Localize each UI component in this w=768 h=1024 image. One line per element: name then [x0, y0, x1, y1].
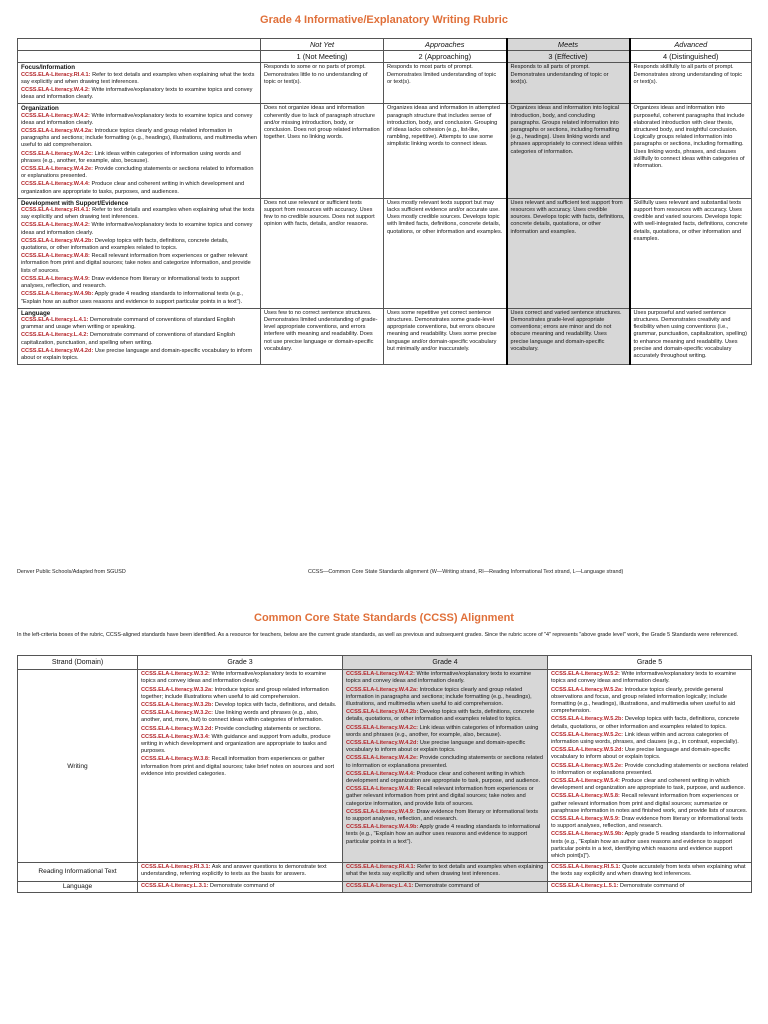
standard-code: CCSS.ELA-Literacy.W.4.4:	[21, 181, 90, 188]
standard-code: CCSS.ELA-Literacy.RI.3.1:	[141, 864, 211, 871]
ccss-title: Common Core State Standards (CCSS) Alignment	[254, 612, 514, 624]
standard-entry	[551, 793, 748, 815]
standard-code: CCSS.ELA-Literacy.W.4.2:	[346, 671, 415, 678]
standard-entry	[21, 238, 257, 252]
standard-text: Introduce topics clearly and group related information in paragraphs and sections; include formatting (e.g., headings), illustrations, and multimedia when useful to aid comprehension.	[346, 686, 532, 708]
standard-entry	[346, 883, 544, 890]
standard-code: CCSS.ELA-Literacy.W.4.9b:	[21, 291, 94, 298]
strand-name: Reading Informational Text	[18, 863, 138, 881]
level-label: 2 (Approaching)	[384, 51, 507, 63]
standard-entry	[346, 771, 544, 785]
standard-text: Demonstrate command of conventions of standard English grammar and usage when writing or speaking.	[21, 316, 236, 331]
ccss-table	[17, 655, 752, 893]
standard-code: CCSS.ELA-Literacy.W.5.9b:	[551, 831, 624, 838]
standard-entry	[551, 763, 748, 777]
ccss-cell-g4	[343, 670, 548, 863]
footer-alignment-note: CCSS—Common Core State Standards alignment (W—Writing strand, RI—Reading Informational Text strand, L—Language strand)	[308, 569, 624, 575]
standard-text: Draw evidence from literary or informational texts to support analyses, reflection, and research.	[551, 816, 744, 830]
standard-text: Refer to text details and examples when explaining what the texts say explicitly and when drawing text inferences.	[346, 864, 544, 878]
rubric-cell: Uses purposeful and varied sentence structures. Demonstrates creativity and flexibility when using conventions (i.e., grammar, punctuation, capitalization, spelling) to enhance meaning and readability. Uses precise and domain-specific vocabulary accurately throughout writing.	[630, 308, 752, 364]
standard-text: Produce clear and coherent writing in which development and organization are appropriate to task, purpose, and audience.	[346, 770, 541, 785]
standard-text: Develop topics with facts, definitions, and details.	[213, 702, 337, 709]
standard-text: Write informative/explanatory texts to examine topics and convey ideas and information clearly.	[141, 671, 327, 685]
standard-entry	[346, 740, 544, 754]
standard-text: Develop topics with facts, definitions, concrete details, quotations, or other information and examples related to topics.	[551, 716, 740, 730]
standard-text: Write informative/explanatory texts to examine topics and convey ideas and information clearly.	[21, 87, 253, 101]
ccss-header: Grade 4	[343, 656, 548, 670]
standard-text: Demonstrate command of	[618, 882, 685, 889]
standard-code: CCSS.ELA-Literacy.W.4.2e:	[21, 166, 94, 173]
standard-code: CCSS.ELA-Literacy.W.4.2c:	[21, 150, 94, 157]
standard-code: CCSS.ELA-Literacy.RI.4.1:	[21, 71, 91, 78]
standard-entry	[141, 710, 339, 724]
standard-entry	[346, 786, 544, 808]
rubric-cell: Uses correct and varied sentence structures. Demonstrates grade-level appropriate conventions; errors are minor and do not obscure meaning and readability. Uses precise language and domain-specific vocabulary.	[507, 308, 630, 364]
standard-text: Quote accurately from texts when explaining what the texts say explicitly and when drawing text inferences.	[551, 864, 746, 878]
standard-text: Apply grade 4 reading standards to informational texts (e.g., "Explain how an author uses reasons and evidence to support particular points in a text").	[346, 824, 541, 845]
standard-code: CCSS.ELA-Literacy.W.4.2b:	[21, 237, 94, 244]
rubric-cell: Does not use relevant or sufficient texts support from resources with accuracy. Uses few to no credible sources. Does not support opinion with facts, details, and/or reasons.	[261, 198, 384, 308]
standard-code: CCSS.ELA-Literacy.W.5.9:	[551, 816, 620, 823]
ccss-header: Grade 5	[548, 656, 752, 670]
standard-entry	[21, 87, 257, 101]
standard-entry	[551, 747, 748, 761]
strand-name: Writing	[18, 670, 138, 863]
standard-text: Provide concluding statements or sections related to information or explanations presented.	[551, 762, 749, 776]
rubric-cell: Uses some repetitive yet correct sentence structures. Demonstrates some grade-level appropriate conventions, but errors obscure meaning and readability. Uses some precise language and/or domain-specific vocabulary but minimally and/or inaccurately.	[384, 308, 507, 364]
standard-code: CCSS.ELA-Literacy.W.5.2:	[551, 671, 620, 678]
standard-text: Recall information from experiences or gather information from print and digital sources; take brief notes on sources and sort evidence into provided categories.	[141, 756, 335, 777]
standard-entry	[346, 725, 544, 739]
standard-text: Recall relevant information from experiences or gather relevant information from print and digital sources; summarize or paraphrase information in notes and finished work, and provide lists of sources.	[551, 793, 748, 814]
standard-code: CCSS.ELA-Literacy.L.3.1:	[141, 882, 209, 889]
standard-code: CCSS.ELA-Literacy.L.4.2:	[21, 332, 89, 339]
rubric-cell: Skillfully uses relevant and substantial texts support from resources with accuracy. Uses credible and varied sources. Develops topic with well-integrated facts, definitions, concrete details, quotations, or other information and examples.	[630, 198, 752, 308]
rubric-row	[18, 198, 752, 308]
standard-entry	[21, 332, 257, 346]
standard-entry	[21, 291, 257, 305]
standard-entry	[346, 809, 544, 823]
standard-text: Demonstrate command of	[208, 882, 275, 889]
standard-entry	[21, 166, 257, 180]
rubric-cell: Uses few to no correct sentence structures. Demonstrates limited understanding of grade-level appropriate conventions, and errors interfere with meaning and readability. Does not use precise language or domain-specific vocabulary.	[261, 308, 384, 364]
standard-code: CCSS.ELA-Literacy.W.4.4:	[346, 770, 415, 777]
standard-entry	[141, 864, 339, 878]
standard-code: CCSS.ELA-Literacy.W.4.2:	[21, 222, 90, 229]
standard-text: Link ideas within categories of information using words and phrases (e.g., another, for example, also, because).	[21, 150, 241, 164]
standard-code: CCSS.ELA-Literacy.W.3.2d:	[141, 725, 214, 732]
standard-code: CCSS.ELA-Literacy.W.5.4:	[551, 778, 620, 785]
standard-code: CCSS.ELA-Literacy.W.3.2b:	[141, 702, 214, 709]
ccss-body	[18, 670, 752, 893]
standard-text: Introduce topics and group related information together; include illustrations when useful to aid comprehension.	[141, 686, 329, 700]
standard-code: CCSS.ELA-Literacy.W.4.2:	[21, 112, 90, 119]
standard-code: CCSS.ELA-Literacy.RI.4.1:	[346, 864, 416, 871]
standard-entry	[21, 207, 257, 221]
rubric-cell: Does not organize ideas and information coherently due to lack of paragraph structure and/or missing introduction, body, or conclusion. Does not group related information together. Uses no linking words.	[261, 104, 384, 198]
ccss-cell-g4	[343, 863, 548, 881]
standard-text: Demonstrate command of conventions of standard English capitalization, punctuation, and spelling when writing.	[21, 332, 236, 346]
standard-code: CCSS.ELA-Literacy.W.3.2:	[141, 671, 210, 678]
standard-text: Recall relevant information from experiences or gather relevant information from print and digital sources; take notes and categorize information, and provide lists of sources.	[21, 253, 251, 274]
standard-entry	[551, 671, 748, 685]
footer-source: Denver Public Schools/Adapted from SGUSD	[17, 569, 126, 575]
standard-text: Use precise language and domain-specific vocabulary to inform about or explain topics.	[21, 347, 253, 361]
rubric-cell: Responds to all parts of prompt. Demonstrates understanding of topic or text(s).	[507, 63, 630, 104]
level-label: 1 (Not Meeting)	[261, 51, 384, 63]
standard-entry	[346, 671, 544, 685]
standard-entry	[21, 276, 257, 290]
rubric-corner	[18, 51, 261, 63]
standard-entry	[346, 864, 544, 878]
standard-code: CCSS.ELA-Literacy.W.4.9b:	[346, 824, 419, 831]
standard-code: CCSS.ELA-Literacy.W.3.2c:	[141, 710, 214, 717]
ccss-cell-g4	[343, 881, 548, 892]
rubric-cell: Organizes ideas and information into logical introduction, body, and concluding paragraphs. Groups related information into paragraphs or sections, including formatting (e.g., headings). Uses linking words and phrases appropriately to connect ideas within categories of information.	[507, 104, 630, 198]
level-label: 4 (Distinguished)	[630, 51, 752, 63]
ccss-row	[18, 670, 752, 863]
standard-entry	[141, 726, 339, 733]
standard-code: CCSS.ELA-Literacy.W.3.2a:	[141, 686, 214, 693]
standard-entry	[346, 709, 544, 723]
level-name: Advanced	[630, 39, 752, 51]
standard-entry	[21, 128, 257, 150]
standard-text: Provide concluding statements or sections.	[213, 725, 322, 732]
rubric-cell: Organizes ideas and information in attempted paragraph structure that includes sense of introduction, body, and conclusion. Grouping of ideas lacks cohesion (e.g., list-like, rambling, repetitive). Attempts to use some simplistic linking words to connect ideas.	[384, 104, 507, 198]
rubric-cell: Responds to most parts of prompt. Demonstrates limited understanding of topic or text(s).	[384, 63, 507, 104]
standard-code: CCSS.ELA-Literacy.W.5.2c:	[551, 731, 624, 738]
standard-code: CCSS.ELA-Literacy.W.4.2:	[21, 87, 90, 94]
standard-text: Write informative/explanatory texts to examine topics and convey ideas and information clearly.	[346, 671, 532, 685]
standard-entry	[21, 72, 257, 86]
criterion-title: Development with Support/Evidence	[21, 199, 129, 207]
standard-code: CCSS.ELA-Literacy.W.4.2a:	[346, 686, 419, 693]
standard-code: CCSS.ELA-Literacy.W.5.2d:	[551, 747, 624, 754]
standard-code: CCSS.ELA-Literacy.RI.5.1:	[551, 864, 621, 871]
rubric-criterion	[18, 104, 261, 198]
standard-text: Provide concluding statements or sections related to information or explanations presented.	[346, 755, 544, 769]
standard-text: Apply grade 4 reading standards to informational texts (e.g., "Explain how an author uses reasons and evidence to support particular points in a text").	[21, 291, 243, 305]
standard-code: CCSS.ELA-Literacy.L.5.1:	[551, 882, 619, 889]
rubric-criterion	[18, 198, 261, 308]
rubric-corner	[18, 39, 261, 51]
ccss-cell-g5	[548, 881, 752, 892]
rubric-body	[18, 63, 752, 365]
standard-entry	[21, 113, 257, 127]
rubric-cell: Responds to some or no parts of prompt. Demonstrates little to no understanding of topic or text(s).	[261, 63, 384, 104]
rubric-title: Grade 4 Informative/Explanatory Writing Rubric	[260, 14, 508, 26]
rubric-cell: Responds skillfully to all parts of prompt. Demonstrates strong understanding of topic or text(s).	[630, 63, 752, 104]
standard-code: CCSS.ELA-Literacy.W.4.2d:	[21, 347, 94, 354]
standard-code: CCSS.ELA-Literacy.W.4.2a:	[21, 128, 94, 135]
standard-code: CCSS.ELA-Literacy.W.4.8:	[346, 786, 415, 793]
standard-code: CCSS.ELA-Literacy.W.3.4:	[141, 733, 210, 740]
ccss-cell-g3	[138, 670, 343, 863]
standard-text: Apply grade 5 reading standards to informational texts (e.g., "Explain how an author uses reasons and evidence to support particular points in a text, identifying which reasons and evidence support which point[s]").	[551, 831, 746, 860]
standard-entry	[551, 831, 748, 860]
standard-entry	[141, 687, 339, 701]
standard-entry	[551, 778, 748, 792]
level-name: Not Yet	[261, 39, 384, 51]
standard-text: Introduce topics clearly, provide general observations and focus, and group related information logically; include formatting (e.g., headings), illustrations, and multimedia when useful to aid comprehension.	[551, 686, 736, 715]
standard-entry	[141, 883, 339, 890]
criterion-title: Focus/Information	[21, 64, 75, 72]
standard-code: CCSS.ELA-Literacy.W.4.8:	[21, 253, 90, 260]
strand-name: Language	[18, 881, 138, 892]
standard-text: Refer to text details and examples when explaining what the texts say explicitly and when drawing text inferences.	[21, 207, 255, 221]
ccss-header: Grade 3	[138, 656, 343, 670]
standard-code: CCSS.ELA-Literacy.W.4.9:	[21, 275, 90, 282]
standard-code: CCSS.ELA-Literacy.W.5.2b:	[551, 716, 624, 723]
standard-text: Produce clear and coherent writing in which development and organization are appropriate to task, purpose, and audience.	[551, 778, 746, 792]
ccss-cell-g3	[138, 863, 343, 881]
standard-text: Recall relevant information from experiences or gather relevant information from print and digital sources; take notes and categorize information, and provide lists of sources.	[346, 786, 534, 807]
standard-text: Develop topics with facts, definitions, concrete details, quotations, or other information and examples related to topics.	[21, 237, 229, 252]
ccss-intro: In the left-criteria boxes of the rubric, CCSS-aligned standards have been identified. As a resource for teachers, below are the current grade standards, as well as previous and subsequent grades. Since the rubric score of "4" represents "above grade level" work, the Grade 5 Standards were referenced.	[17, 632, 739, 638]
standard-entry	[551, 732, 748, 746]
criterion-title: Language	[21, 309, 51, 317]
standard-code: CCSS.ELA-Literacy.W.5.2e:	[551, 762, 624, 769]
ccss-row	[18, 881, 752, 892]
standard-code: CCSS.ELA-Literacy.RI.4.1:	[21, 207, 91, 214]
ccss-cell-g5	[548, 863, 752, 881]
ccss-cell-g5	[548, 670, 752, 863]
rubric-criterion	[18, 63, 261, 104]
standard-code: CCSS.ELA-Literacy.L.4.1:	[21, 316, 89, 323]
standard-text: Use linking words and phrases (e.g., also, another, and, more, but) to connect ideas within categories of information.	[141, 710, 324, 724]
standard-code: CCSS.ELA-Literacy.W.4.2b:	[346, 709, 419, 716]
rubric-cell: Uses relevant and sufficient text support from resources with accuracy. Uses credible sources. Develops topic with facts, definitions, concrete details, quotations, or other information and examples.	[507, 198, 630, 308]
standard-text: Draw evidence from literary or informational texts to support analyses, reflection, and research.	[346, 808, 539, 823]
standard-entry	[141, 734, 339, 756]
level-name: Approaches	[384, 39, 507, 51]
standard-entry	[21, 253, 257, 275]
standard-text: Link ideas within categories of information using words and phrases (e.g., another, for example, also, because).	[346, 724, 539, 738]
standard-text: Draw evidence from literary or informational texts to support analyses, reflection, and research.	[21, 275, 240, 290]
standard-text: Demonstrate command of	[413, 882, 480, 889]
standard-entry	[346, 687, 544, 709]
standard-code: CCSS.ELA-Literacy.W.4.2d:	[346, 740, 419, 747]
standard-text: Write informative/explanatory texts to examine topics and convey ideas and information clearly.	[21, 222, 253, 236]
ccss-header-row	[18, 656, 752, 670]
level-label: 3 (Effective)	[507, 51, 630, 63]
standard-text: Ask and answer questions to demonstrate text understanding, referring explicitly to texts as the basis for answers.	[141, 864, 327, 878]
standard-entry	[21, 222, 257, 236]
rubric-level-labels	[18, 51, 752, 63]
standard-entry	[551, 716, 748, 730]
standard-text: Use precise language and domain-specific vocabulary to inform about or explain topics.	[551, 747, 731, 761]
standard-text: Provide concluding statements or sections related to information or explanations presented.	[21, 166, 254, 180]
rubric-row	[18, 104, 752, 198]
standard-entry	[21, 181, 257, 195]
standard-entry	[551, 883, 748, 890]
standard-entry	[346, 824, 544, 846]
standard-text: Write informative/explanatory texts to examine topics and convey ideas and information clearly.	[551, 671, 737, 685]
rubric-cell: Organizes ideas and information into purposeful, coherent paragraphs that include elaborated introduction with clear thesis, structured body, and insightful conclusion. Logically groups related information into paragraphs or sections, including formatting. Uses linking words, phrases, and clauses skillfully to connect ideas within categories of information.	[630, 104, 752, 198]
standard-text: With guidance and support from adults, produce writing in which development and organization are appropriate to tasks and purposes.	[141, 733, 331, 755]
standard-entry	[551, 864, 748, 878]
ccss-header: Strand (Domain)	[18, 656, 138, 670]
standard-text: Develop topics with facts, definitions, concrete details, quotations, or other information and examples related to topics.	[346, 709, 535, 723]
standard-code: CCSS.ELA-Literacy.W.4.2c:	[346, 724, 419, 731]
standard-entry	[21, 317, 257, 331]
standard-entry	[141, 756, 339, 778]
rubric-row	[18, 63, 752, 104]
standard-text: Write informative/explanatory texts to examine topics and convey ideas and information clearly.	[21, 112, 253, 126]
standard-code: CCSS.ELA-Literacy.W.3.8:	[141, 756, 210, 763]
rubric-cell: Uses mostly relevant texts support but may lacks sufficient evidence and/or accurate use. Uses mostly credible sources. Develops topic with limited facts, definitions, concrete details, quotations, or other information and examples.	[384, 198, 507, 308]
standard-entry	[141, 671, 339, 685]
standard-entry	[141, 702, 339, 709]
standard-entry	[551, 816, 748, 830]
rubric-level-names	[18, 39, 752, 51]
level-name: Meets	[507, 39, 630, 51]
ccss-row	[18, 863, 752, 881]
standard-code: CCSS.ELA-Literacy.L.4.1:	[346, 882, 414, 889]
rubric-table	[17, 38, 752, 365]
standard-entry	[21, 151, 257, 165]
standard-code: CCSS.ELA-Literacy.W.5.2a:	[551, 686, 624, 693]
ccss-cell-g3	[138, 881, 343, 892]
standard-entry	[551, 687, 748, 716]
standard-code: CCSS.ELA-Literacy.W.4.2e:	[346, 755, 419, 762]
standard-text: Refer to text details and examples when explaining what the texts say explicitly and when drawing text inferences.	[21, 71, 255, 85]
standard-entry	[21, 348, 257, 362]
standard-code: CCSS.ELA-Literacy.W.5.8:	[551, 793, 620, 800]
rubric-row	[18, 308, 752, 364]
criterion-title: Organization	[21, 105, 59, 113]
standard-text: Link ideas within and across categories of information using words, phrases, and clauses (e.g., in contrast, especially).	[551, 731, 739, 746]
standard-text: Use precise language and domain-specific vocabulary to inform about or explain topics.	[346, 740, 526, 754]
standard-text: Produce clear and coherent writing in which development and organization are appropriate to tasks, purposes, and audiences.	[21, 181, 245, 195]
standard-text: Introduce topics clearly and group related information in paragraphs and sections; include formatting (e.g., headings), illustrations, and multimedia when useful to aid comprehension.	[21, 128, 257, 149]
standard-code: CCSS.ELA-Literacy.W.4.9:	[346, 808, 415, 815]
rubric-criterion	[18, 308, 261, 364]
standard-entry	[346, 755, 544, 769]
